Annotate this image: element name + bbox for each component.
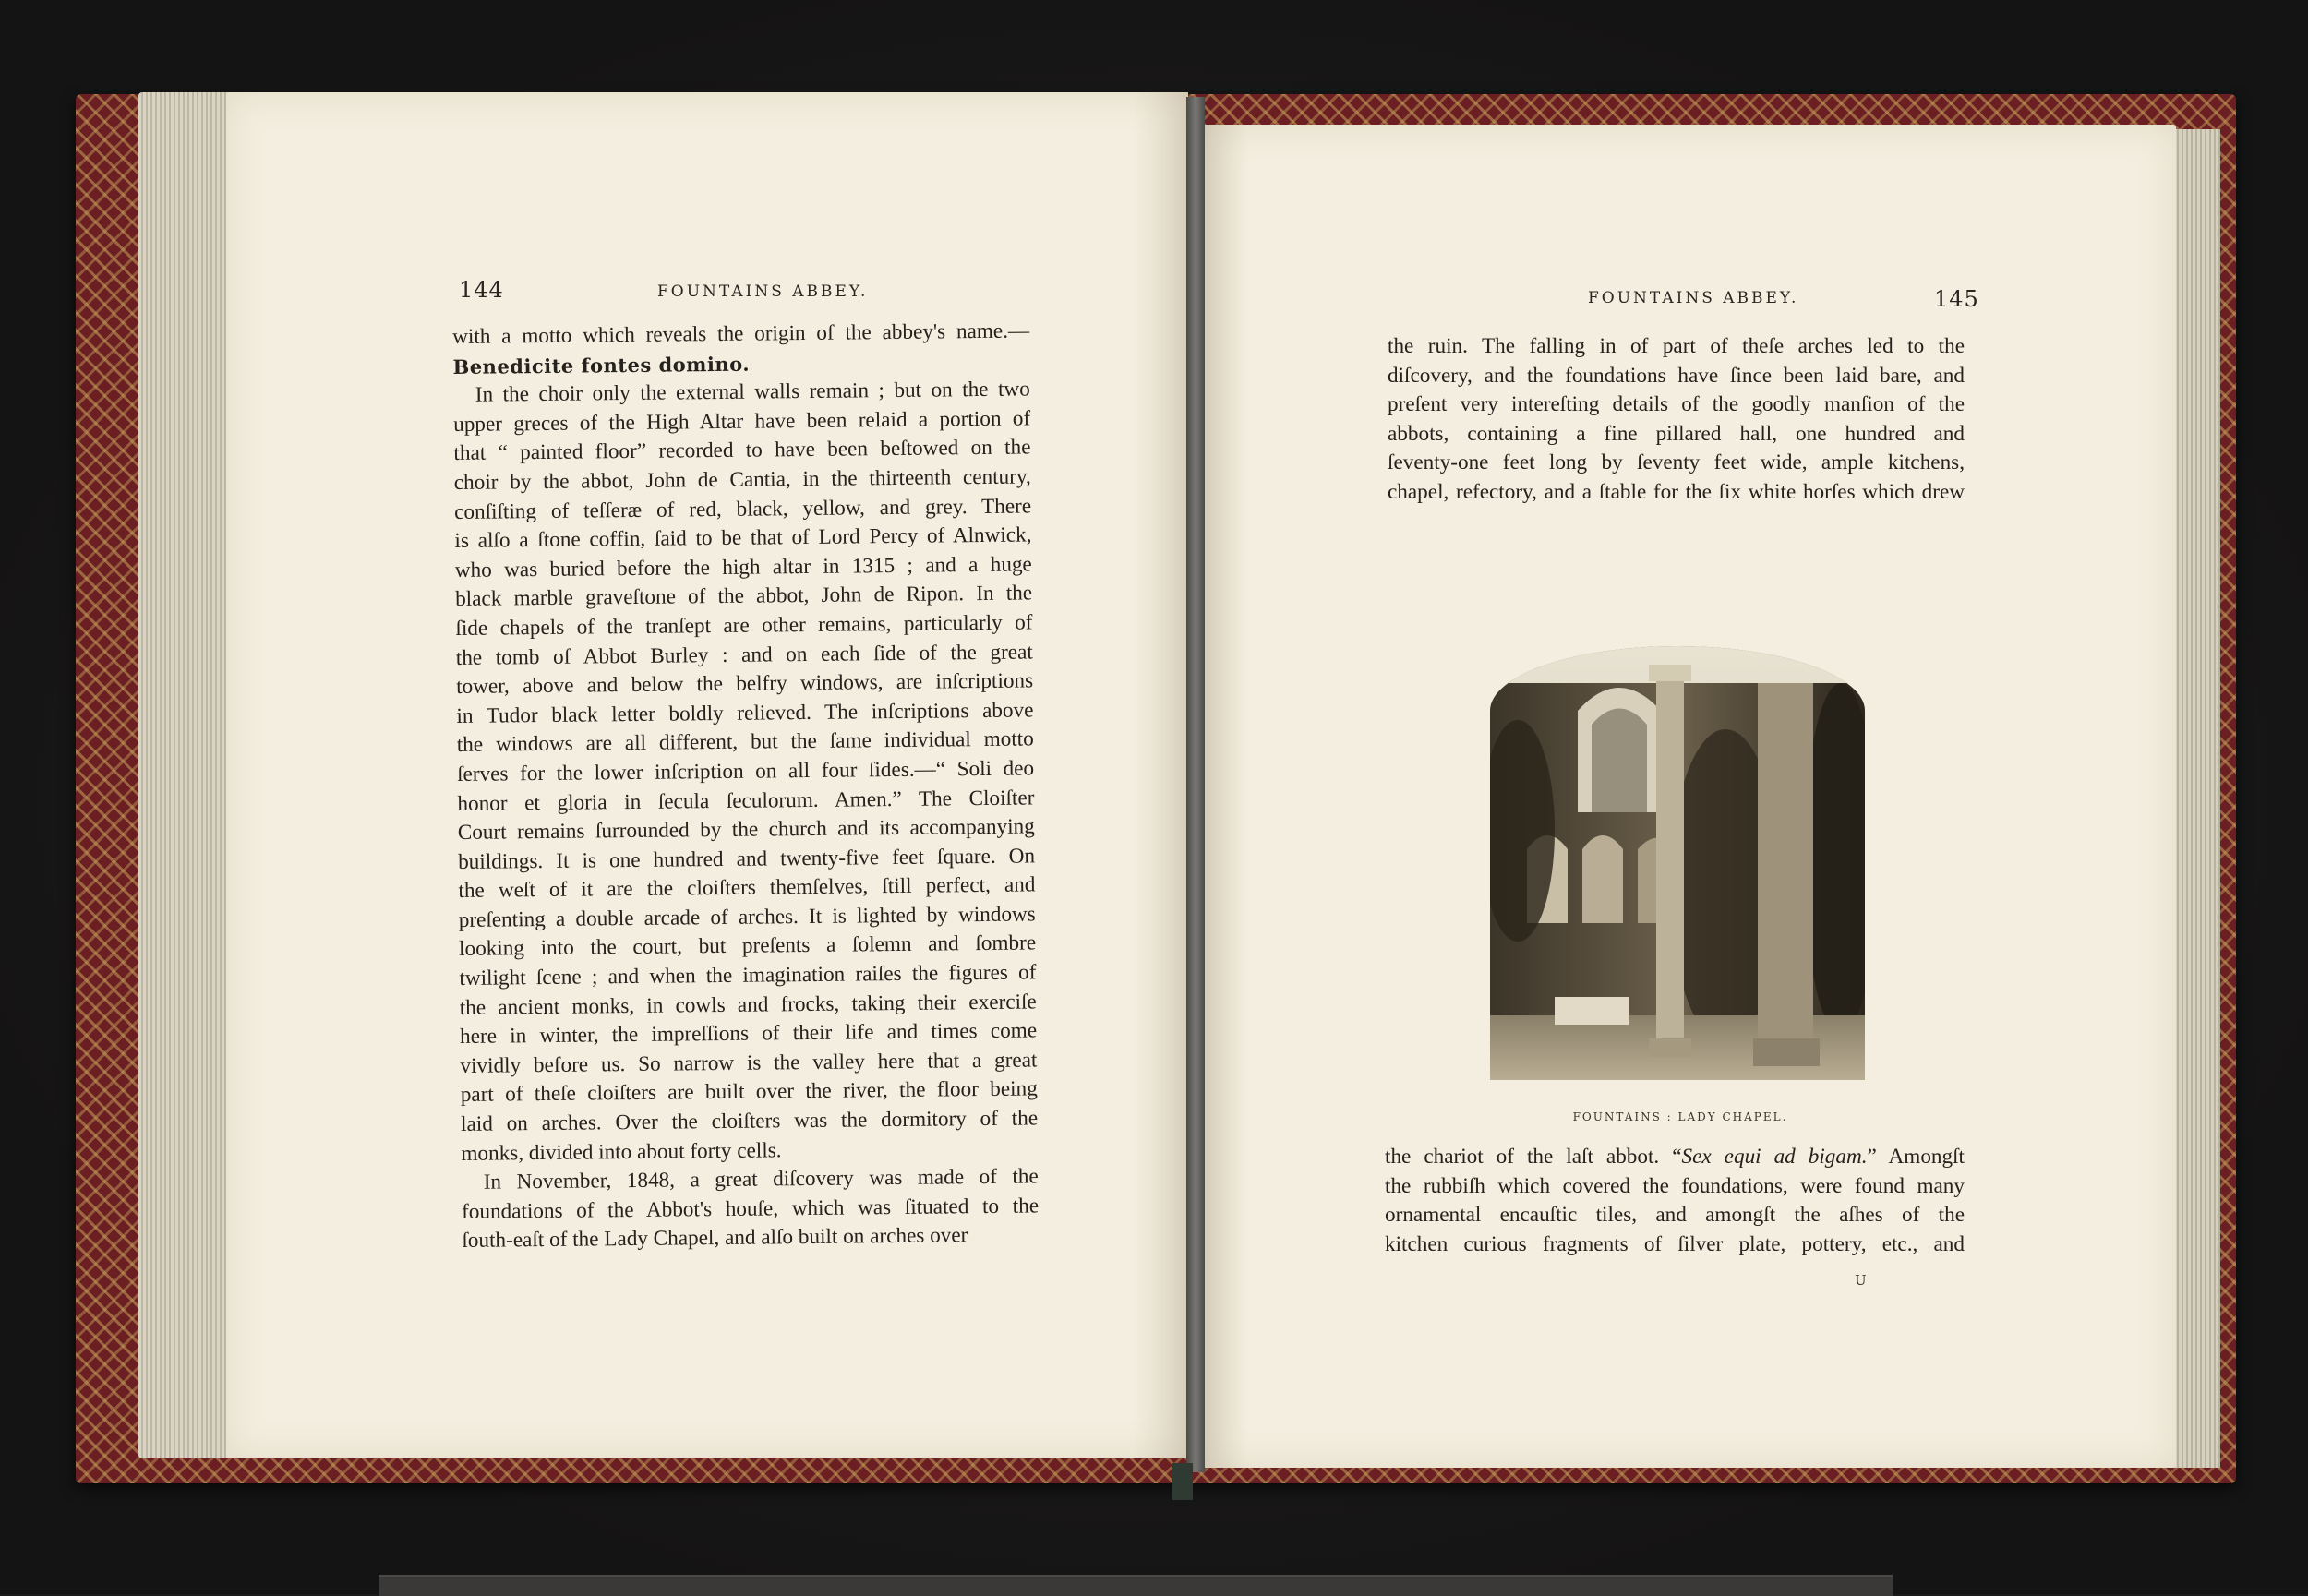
- text-line: In November, 1848, a great diſcovery was made of the: [483, 1164, 1039, 1194]
- latin-quote: Sex equi ad bigam.: [1681, 1145, 1868, 1169]
- ribbon-marker: [1172, 1463, 1193, 1500]
- right-page-text-top: [1388, 332, 1965, 508]
- text-line: ſeventy-one feet long by ſeventy feet wide, ample kitchens,: [1388, 450, 1965, 475]
- text-line: the weſt of it are the cloiſters themſelves, ſtill perfect, and: [458, 872, 1036, 904]
- text-line: looking into the court, but preſents a ſolemn and ſombre: [458, 930, 1037, 962]
- right-page-text-bottom: [1385, 1143, 1965, 1259]
- text-fragment: ” Amongſt: [1867, 1145, 1965, 1169]
- text-line: honor et gloria in ſecula ſeculorum. Amen.” The Cloiſter: [457, 785, 1035, 816]
- text-line: abbots, containing a fine pillared hall, one hundred and: [1388, 421, 1965, 446]
- text-line: upper greces of the High Altar have been relaid a portion of: [453, 406, 1031, 437]
- text-line: laid on arches. Over the cloiſters was the dormitory of the: [460, 1106, 1039, 1136]
- text-line: part of theſe cloiſters are built over the river, the floor being: [460, 1076, 1038, 1108]
- text-line: kitchen curious fragments of ſilver plate, pottery, etc., and: [1385, 1231, 1965, 1256]
- text-line: Court remains ſurrounded by the church and its accompanying: [457, 814, 1035, 846]
- text-line: in Tudor black letter boldly relieved. The inſcriptions above: [456, 698, 1034, 728]
- text-line: ſerves for the lower inſcription on all four ſides.—“ Soli deo: [456, 756, 1035, 786]
- text-line: ſide chapels of the tranſept are other remains, particularly of: [455, 610, 1033, 641]
- text-line: tower, above and below the belfry windows, are inſcriptions: [455, 668, 1034, 700]
- text-line: the rubbiſh which covered the foundations, were found many: [1385, 1173, 1965, 1198]
- text-fragment: the chariot of the laſt abbot. “: [1385, 1145, 1682, 1169]
- left-page-text: [452, 317, 1040, 1255]
- left-page-number: 144: [459, 277, 504, 303]
- text-line: In the choir only the external walls remain ; but on the two: [475, 377, 1030, 407]
- left-running-head: FOUNTAINS ABBEY.: [657, 282, 869, 301]
- table-edge: [379, 1575, 1893, 1596]
- signature-mark: U: [1855, 1272, 1867, 1289]
- text-line: black marble graveſtone of the abbot, John de Ripon. In the: [454, 581, 1033, 612]
- text-line: preſent very intereſting details of the goodly manſion of the: [1388, 392, 1965, 417]
- text-line: monks, divided into about forty cells.: [461, 1137, 782, 1166]
- text-line: conſiſting of teſſeræ of red, black, yellow, and grey. There: [454, 494, 1032, 524]
- text-line: twilight ſcene ; and when the imagination raiſes the figures of: [459, 960, 1037, 991]
- lady-chapel-photograph: [1490, 646, 1865, 1080]
- text-line: the ruin. The falling in of part of theſe arches led to the: [1388, 334, 1965, 358]
- plate-caption: FOUNTAINS : LADY CHAPEL.: [1572, 1110, 1788, 1123]
- text-line: ſouth-eaſt of the Lady Chapel, and alſo built on arches over: [462, 1223, 968, 1254]
- text-line: preſenting a double arcade of arches. It is lighted by windows: [458, 902, 1036, 932]
- text-line: vividly before us. So narrow is the valley here that a great: [460, 1048, 1038, 1078]
- text-line: diſcovery, and the foundations have ſince been laid bare, and: [1388, 363, 1965, 388]
- text-line: who was buried before the high altar in 1315 ; and a huge: [454, 552, 1032, 582]
- text-line: buildings. It is one hundred and twenty-five feet ſquare. On: [457, 844, 1036, 874]
- book-spine: [1186, 97, 1205, 1472]
- text-line: chapel, refectory, and a ſtable for the ſix white horſes which drew: [1388, 479, 1965, 504]
- text-line: ornamental encauſtic tiles, and amongſt the aſhes of the: [1385, 1203, 1965, 1228]
- text-line: here in winter, the impreſſions of their life and times come: [459, 1018, 1038, 1050]
- text-line: the tomb of Abbot Burley : and on each ſide of the great: [455, 639, 1033, 670]
- text-line: the ancient monks, in cowls and frocks, taking their exerciſe: [459, 990, 1037, 1020]
- text-line: is alſo a ſtone coffin, ſaid to be that of Lord Percy of Alnwick,: [454, 522, 1032, 554]
- right-page-number: 145: [1934, 286, 1979, 312]
- photograph-image: [1490, 646, 1865, 1080]
- text-line: with a motto which reveals the origin of the abbey's name.—: [452, 318, 1030, 349]
- right-running-head: FOUNTAINS ABBEY.: [1588, 289, 1799, 307]
- text-line: that “ painted floor” recorded to have been beſtowed on the: [453, 435, 1031, 466]
- text-line: [1385, 1143, 1965, 1172]
- text-line: Benedicite fontes domino.: [452, 352, 751, 378]
- text-line: choir by the abbot, John de Cantia, in the thirteenth century,: [453, 464, 1031, 495]
- text-line: the windows are all different, but the ſame individual motto: [456, 726, 1034, 758]
- text-line: foundations of the Abbot's houſe, which was ſituated to the: [461, 1194, 1040, 1224]
